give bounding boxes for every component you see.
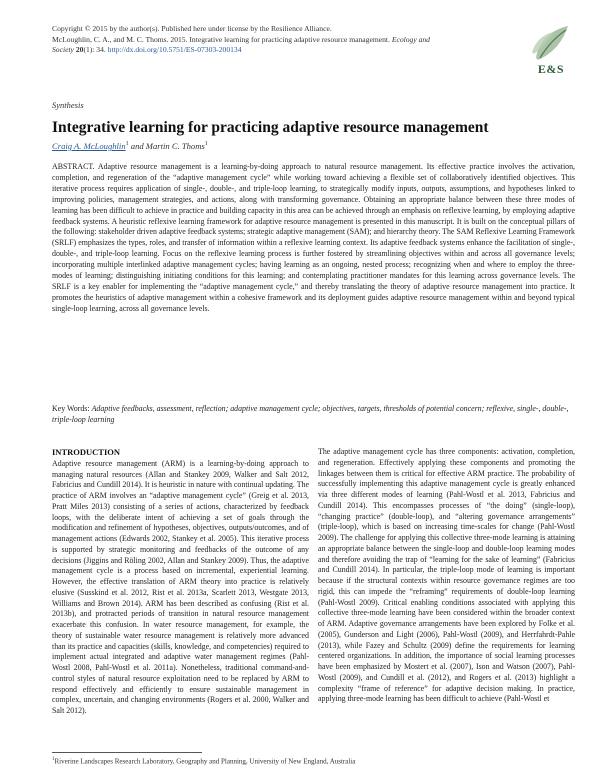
citation-line [52, 35, 522, 46]
footnote-divider [52, 752, 202, 753]
keywords-label: Key Words: [52, 404, 90, 413]
author-link-mcloughlin[interactable]: Craig A. McLoughlin [52, 141, 126, 151]
journal-logo [528, 22, 574, 76]
author-line [52, 141, 208, 151]
logo-text: E&S [537, 62, 565, 76]
abstract [52, 162, 575, 315]
volume: 20 [75, 45, 84, 55]
footnote-marker: 1 [52, 757, 55, 762]
section-heading-introduction: INTRODUCTION [52, 447, 121, 457]
body-column-left [52, 447, 309, 717]
journal-name-cont: Society [52, 45, 74, 55]
author2-affiliation: 1 [204, 141, 208, 148]
keywords-text: Adaptive feedbacks, assessment, reflection; adaptive management cycle; objectives, targets, thresholds of potential concern; reflexive, single-, double-, triple-loop learning [52, 404, 569, 424]
article-title: Integrative learning for practicing adaptive resource management [52, 119, 489, 136]
copyright-line: Copyright © 2015 by the author(s). Published here under license by the Resilience Alliance. [52, 24, 332, 33]
journal-name: Ecology and [391, 34, 430, 44]
abstract-text: Adaptive resource management is a learning-by-doing approach to natural resource management. Its effective practice involves the activation, completion, and regeneration of the “adaptive management cycle” while working toward achieving a flexible set of collaboratively identified objectives. This iterative process requires application of single-, double-, and triple-loop learning, to strategically modify inputs, outputs, assumptions, and hypotheses linked to improving policies, management strategies, and actions, along with transforming governance. Obtaining an appropriate balance between these three modes of learning has been difficult to achieve in practice and building capacity in this area can be achieved through an emphasis on reflexive learning, by employing adaptive feedback systems. A heuristic reflexive learning framework for adaptive resource management is presented in this manuscript. It is built on the conceptual pillars of the following: stakeholder driven adaptive feedback systems; strategic adaptive management (SAM); and hierarchy theory. The SAM Reflexive Learning Framework (SRLF) emphasizes the types, roles, and transfer of information within a reflexive learning context. Its adaptive feedback systems enhance the facilitation of single-, double-, and triple-loop learning. Focus on the reflexive learning process is further fostered by streamlining objectives within and across all governance levels; incorporating multiple interlinked adaptive management cycles; having learning as an ongoing, nested process; recognizing when and where to employ the three-modes of learning; distinguishing initiating conditions for this learning; and contemplating practitioner mandates for this learning across governance levels. The SRLF is a key enabler for implementing the “adaptive management cycle,” and thereby translating the theory of adaptive resource management into practice. It promotes the heuristics of adaptive management within a cohesive framework and its deployment guides adaptive resource management within and beyond typical single-loop learning, across all governance levels. [52, 162, 575, 313]
author-connector: and Martin C. Thoms [130, 141, 205, 151]
citation-text: McLoughlin, C. A., and M. C. Thoms. 2015. Integrative learning for practicing adaptive resource management. [52, 34, 390, 44]
footnote-text: Riverine Landscapes Research Laboratory, Geography and Planning, University of New England, Australia [54, 757, 356, 766]
citation-header [52, 24, 522, 56]
body-column-right [318, 447, 575, 705]
doi-link[interactable]: http://dx.doi.org/10.5751/ES-07303-200134 [107, 45, 242, 55]
keywords [52, 404, 575, 426]
intro-paragraph-2: The adaptive management cycle has three components: activation, completion, and regeneration. Effectively applying these components and promoting the linkages between them is critical for effective ARM practice. The probability of successfully implementing this adaptive management cycle is greatly enhanced via three different modes of learning (Pahl-Wostl et al. 2013, Fabricius and Cundill 2014). This encompasses processes of “the doing” (single-loop), “changing practice” (double-loop), and “altering governance arrangements” (triple-loop), which is based on increasing time-scales for change (Pahl-Wostl 2009). The challenge for applying this collective three-mode learning is attaining an appropriate balance between the single-loop and double-loop learning modes and therefore avoiding the trap of “learning for the sake of learning” (Fabricius and Cundill 2014). In particular, the triple-loop mode of learning is important because if the structural contexts within resource governance regimes are too rigid, this can impede the “reframing” requirements of double-loop learning (Pahl-Wostl 2009). Critical enabling conditions associated with applying this collective three-mode learning have been considered within the broader context of ARM. Adaptive governance arrangements have been explored by Folke et al. (2005), Gunderson and Light (2006), Pahl-Wostl (2009), and Herrfahrdt-Pahle (2013), while Fazey and Schultz (2009) define the requirements for learning centered organizations. In addition, the importance of social learning processes have been emphasized by Mostert et al. (2007), Ison and Watson (2007), Pahl-Wostl (2009), and Cundill et al. (2012), and Rogers et al. (2013) highlight a complexity “frame of reference” for adaptive decision making. In practice, applying three-mode learning has been difficult to achieve (Pahl-Wostl et [318, 447, 575, 704]
intro-paragraph-1: Adaptive resource management (ARM) is a learning-by-doing approach to managing natural resources (Allan and Stankey 2009, Walker and Salt 2012, Fabricius and Cundill 2014). It is heuristic in nature with continual updating. The practice of ARM involves an “adaptive management cycle” (Greig et al. 2013, Pratt Miles 2013) consisting of a series of actions, characterized by feedback loops, with the deliberate intent of achieving a set of goals through the modification and refinement of hypotheses, objectives, outputs/outcomes, and of management actions (Edwards 2002, Stankey et al. 2005). This iterative process is supported by strategic monitoring and feedbacks of the outcome of any decisions (Jiggins and Röling 2002, Allan and Stankey 2009). Thus, the adaptive management cycle is a process based on incremental, experiential learning. However, the effective translation of ARM theory into practice is relatively elusive (Susskind et al. 2012, Rist et al. 2013a, Scarlett 2013, Westgate 2013, Williams and Brown 2014). ARM has been described as confusing (Rist et al. 2013b), and protracted periods of transition in natural resource management exacerbate this confusion. In water resource management, for example, the theory of sustainable water resource management is relatively more advanced than its practice and capacities (skills, knowledge, and competencies) required to implement actual integrated and adaptive water management regimes (Pahl-Wostl 2008, Pahl-Wostl et al. 2011a). Nonetheless, traditional command-and-control styles of natural resource exploitation need to be replaced by ARM to respond effectively and efficiently to ensure sustainable management in complex, uncertain, and changing environments (Rogers et al. 2000, Walker and Salt 2012). [52, 458, 309, 715]
section-label: Synthesis [52, 100, 84, 110]
author1-affiliation: 1 [125, 141, 129, 148]
abstract-label: ABSTRACT. [52, 162, 95, 171]
issue-pages: (1): 34. [83, 45, 106, 55]
doi-line [52, 45, 522, 56]
affiliation-footnote [52, 757, 575, 765]
leaf-logo-icon [528, 22, 574, 62]
